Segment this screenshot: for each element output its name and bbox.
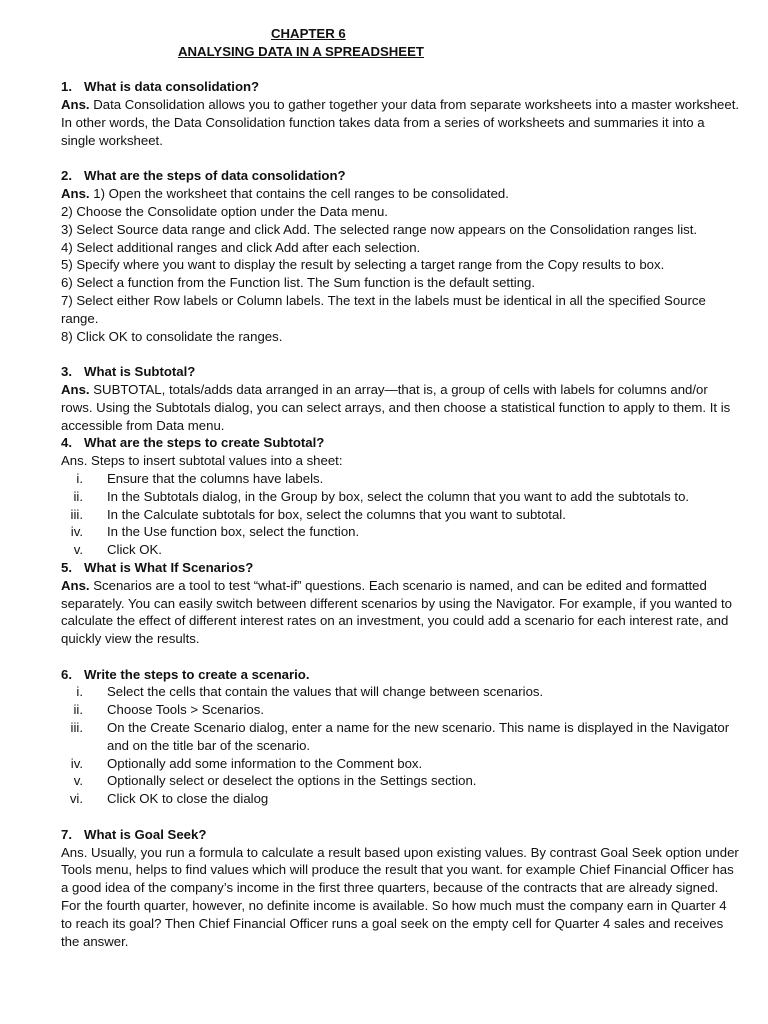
question-2 xyxy=(61,167,741,185)
question-number: 6. xyxy=(61,666,72,682)
question-text: What are the steps to create Subtotal? xyxy=(84,435,325,451)
chapter-heading: ANALYSING DATA IN A SPREADSHEET xyxy=(178,43,424,59)
list-item-number: iv. xyxy=(70,524,83,540)
step-item: 4) Select additional ranges and click Add after each selection. xyxy=(61,239,421,255)
list-item-text: Optionally select or deselect the options in the Settings section. xyxy=(107,773,477,789)
answer-text: SUBTOTAL, totals/adds data arranged in an array—that is, a group of cells with labels for columns and/or rows. Using the Subtotals dialog, you can select arrays, and then choose a statistical function to apply to them. It is accessible from Data menu. xyxy=(61,381,731,433)
step-item: 8) Click OK to consolidate the ranges. xyxy=(61,328,283,344)
answer-text: Scenarios are a tool to test “what-if” questions. Each scenario is named, and can be edited and formatted separately. You can easily switch between different scenarios by using the Navigator. For example, if you wanted to calculate the effect of different interest rates on an investment, you could add a scenario for each interest rate, and quickly view the results. xyxy=(61,577,732,647)
step-item: 5) Specify where you want to display the result by selecting a target range from the Copy results to box. xyxy=(61,257,665,273)
question-text: What is What If Scenarios? xyxy=(84,559,254,575)
subtotal-steps-list xyxy=(61,470,741,559)
list-item-number: vi. xyxy=(69,791,83,807)
question-6 xyxy=(61,666,741,684)
list-item-text: On the Create Scenario dialog, enter a name for the new scenario. This name is displayed in the Navigator and on the title bar of the scenario. xyxy=(107,720,730,753)
question-4 xyxy=(61,434,741,452)
answer-label: Ans. xyxy=(61,186,90,202)
answer-7: Ans. Usually, you run a formula to calculate a result based upon existing values. By contrast Goal Seek option under Tools menu, helps to find values which will produce the result that you want. for example Chief Financial Officer has a good idea of the company’s income in the first three quarters, because of the contracts that are already signed. For the fourth quarter, however, no definite income is available. So how much must the company earn in Quarter 4 to reach its goal? Then Chief Financial Officer runs a goal seek on the empty cell for Quarter 4 sales and receives the answer. xyxy=(61,844,739,949)
step-item: 2) Choose the Consolidate option under the Data menu. xyxy=(61,203,388,219)
question-number: 5. xyxy=(61,559,72,575)
step-text: 1) Open the worksheet that contains the cell ranges to be consolidated. xyxy=(93,186,509,202)
question-text: What are the steps of data consolidation? xyxy=(84,168,346,184)
chapter-title: CHAPTER 6 xyxy=(271,26,346,41)
spacer xyxy=(61,808,741,826)
question-number: 2. xyxy=(61,168,72,184)
list-item-number: v. xyxy=(73,542,83,558)
list-item-number: iii. xyxy=(70,720,83,736)
list-item-number: i. xyxy=(76,470,83,486)
spacer xyxy=(61,345,741,363)
question-5 xyxy=(61,559,741,577)
list-item xyxy=(61,701,741,719)
list-item-number: i. xyxy=(76,684,83,700)
document-page xyxy=(61,25,741,950)
list-item xyxy=(61,772,741,790)
question-text: What is Goal Seek? xyxy=(84,826,207,842)
list-item-text: Optionally add some information to the Comment box. xyxy=(107,755,423,771)
spacer xyxy=(61,61,741,79)
step-item: 3) Select Source data range and click Add. The selected range now appears on the Consolidation ranges list. xyxy=(61,221,698,237)
question-1 xyxy=(61,78,741,96)
answer-5 xyxy=(61,577,741,648)
list-item-text: Ensure that the columns have labels. xyxy=(107,470,324,486)
question-text: Write the steps to create a scenario. xyxy=(84,666,310,682)
list-item-number: v. xyxy=(73,773,83,789)
question-text: What is Subtotal? xyxy=(84,364,196,380)
question-number: 3. xyxy=(61,364,72,380)
scenario-steps-list xyxy=(61,683,741,808)
list-item xyxy=(61,488,741,506)
answer-label: Ans. xyxy=(61,381,90,397)
question-number: 1. xyxy=(61,79,72,95)
step-item xyxy=(61,185,741,203)
answer-3 xyxy=(61,381,741,434)
list-item-text: Click OK to close the dialog xyxy=(107,791,269,807)
list-item-text: In the Subtotals dialog, in the Group by box, select the column that you want to add the subtotals to. xyxy=(107,488,690,504)
list-item-number: iv. xyxy=(70,755,83,771)
answer-4-intro: Ans. Steps to insert subtotal values into a sheet: xyxy=(61,453,343,469)
answer-label: Ans. xyxy=(61,97,90,113)
answer-label: Ans. xyxy=(61,577,90,593)
step-item: 7) Select either Row labels or Column labels. The text in the labels must be identical in all the specified Source range. xyxy=(61,292,706,326)
question-number: 4. xyxy=(61,435,72,451)
answer-text: Data Consolidation allows you to gather together your data from separate worksheets into a master worksheet. In other words, the Data Consolidation function takes data from a series of worksheets and summaries it into a single worksheet. xyxy=(61,97,740,148)
list-item-text: Select the cells that contain the values that will change between scenarios. xyxy=(107,684,544,700)
list-item xyxy=(61,755,741,773)
question-3 xyxy=(61,363,741,381)
list-item-text: In the Use function box, select the function. xyxy=(107,524,360,540)
answer-2 xyxy=(61,185,741,345)
list-item-text: In the Calculate subtotals for box, select the columns that you want to subtotal. xyxy=(107,506,566,522)
list-item-text: Choose Tools > Scenarios. xyxy=(107,702,264,718)
question-text: What is data consolidation? xyxy=(84,79,260,95)
list-item xyxy=(61,790,741,808)
list-item xyxy=(61,541,741,559)
list-item xyxy=(61,683,741,701)
list-item xyxy=(61,523,741,541)
question-7 xyxy=(61,826,741,844)
list-item-number: ii. xyxy=(73,488,83,504)
list-item xyxy=(61,470,741,488)
spacer xyxy=(61,150,741,168)
list-item xyxy=(61,506,741,524)
list-item-number: iii. xyxy=(70,506,83,522)
answer-1 xyxy=(61,96,741,149)
spacer xyxy=(61,648,741,666)
list-item-text: Click OK. xyxy=(107,542,162,558)
list-item xyxy=(61,719,741,755)
list-item-number: ii. xyxy=(73,702,83,718)
step-item: 6) Select a function from the Function list. The Sum function is the default setting. xyxy=(61,275,536,291)
question-number: 7. xyxy=(61,826,72,842)
